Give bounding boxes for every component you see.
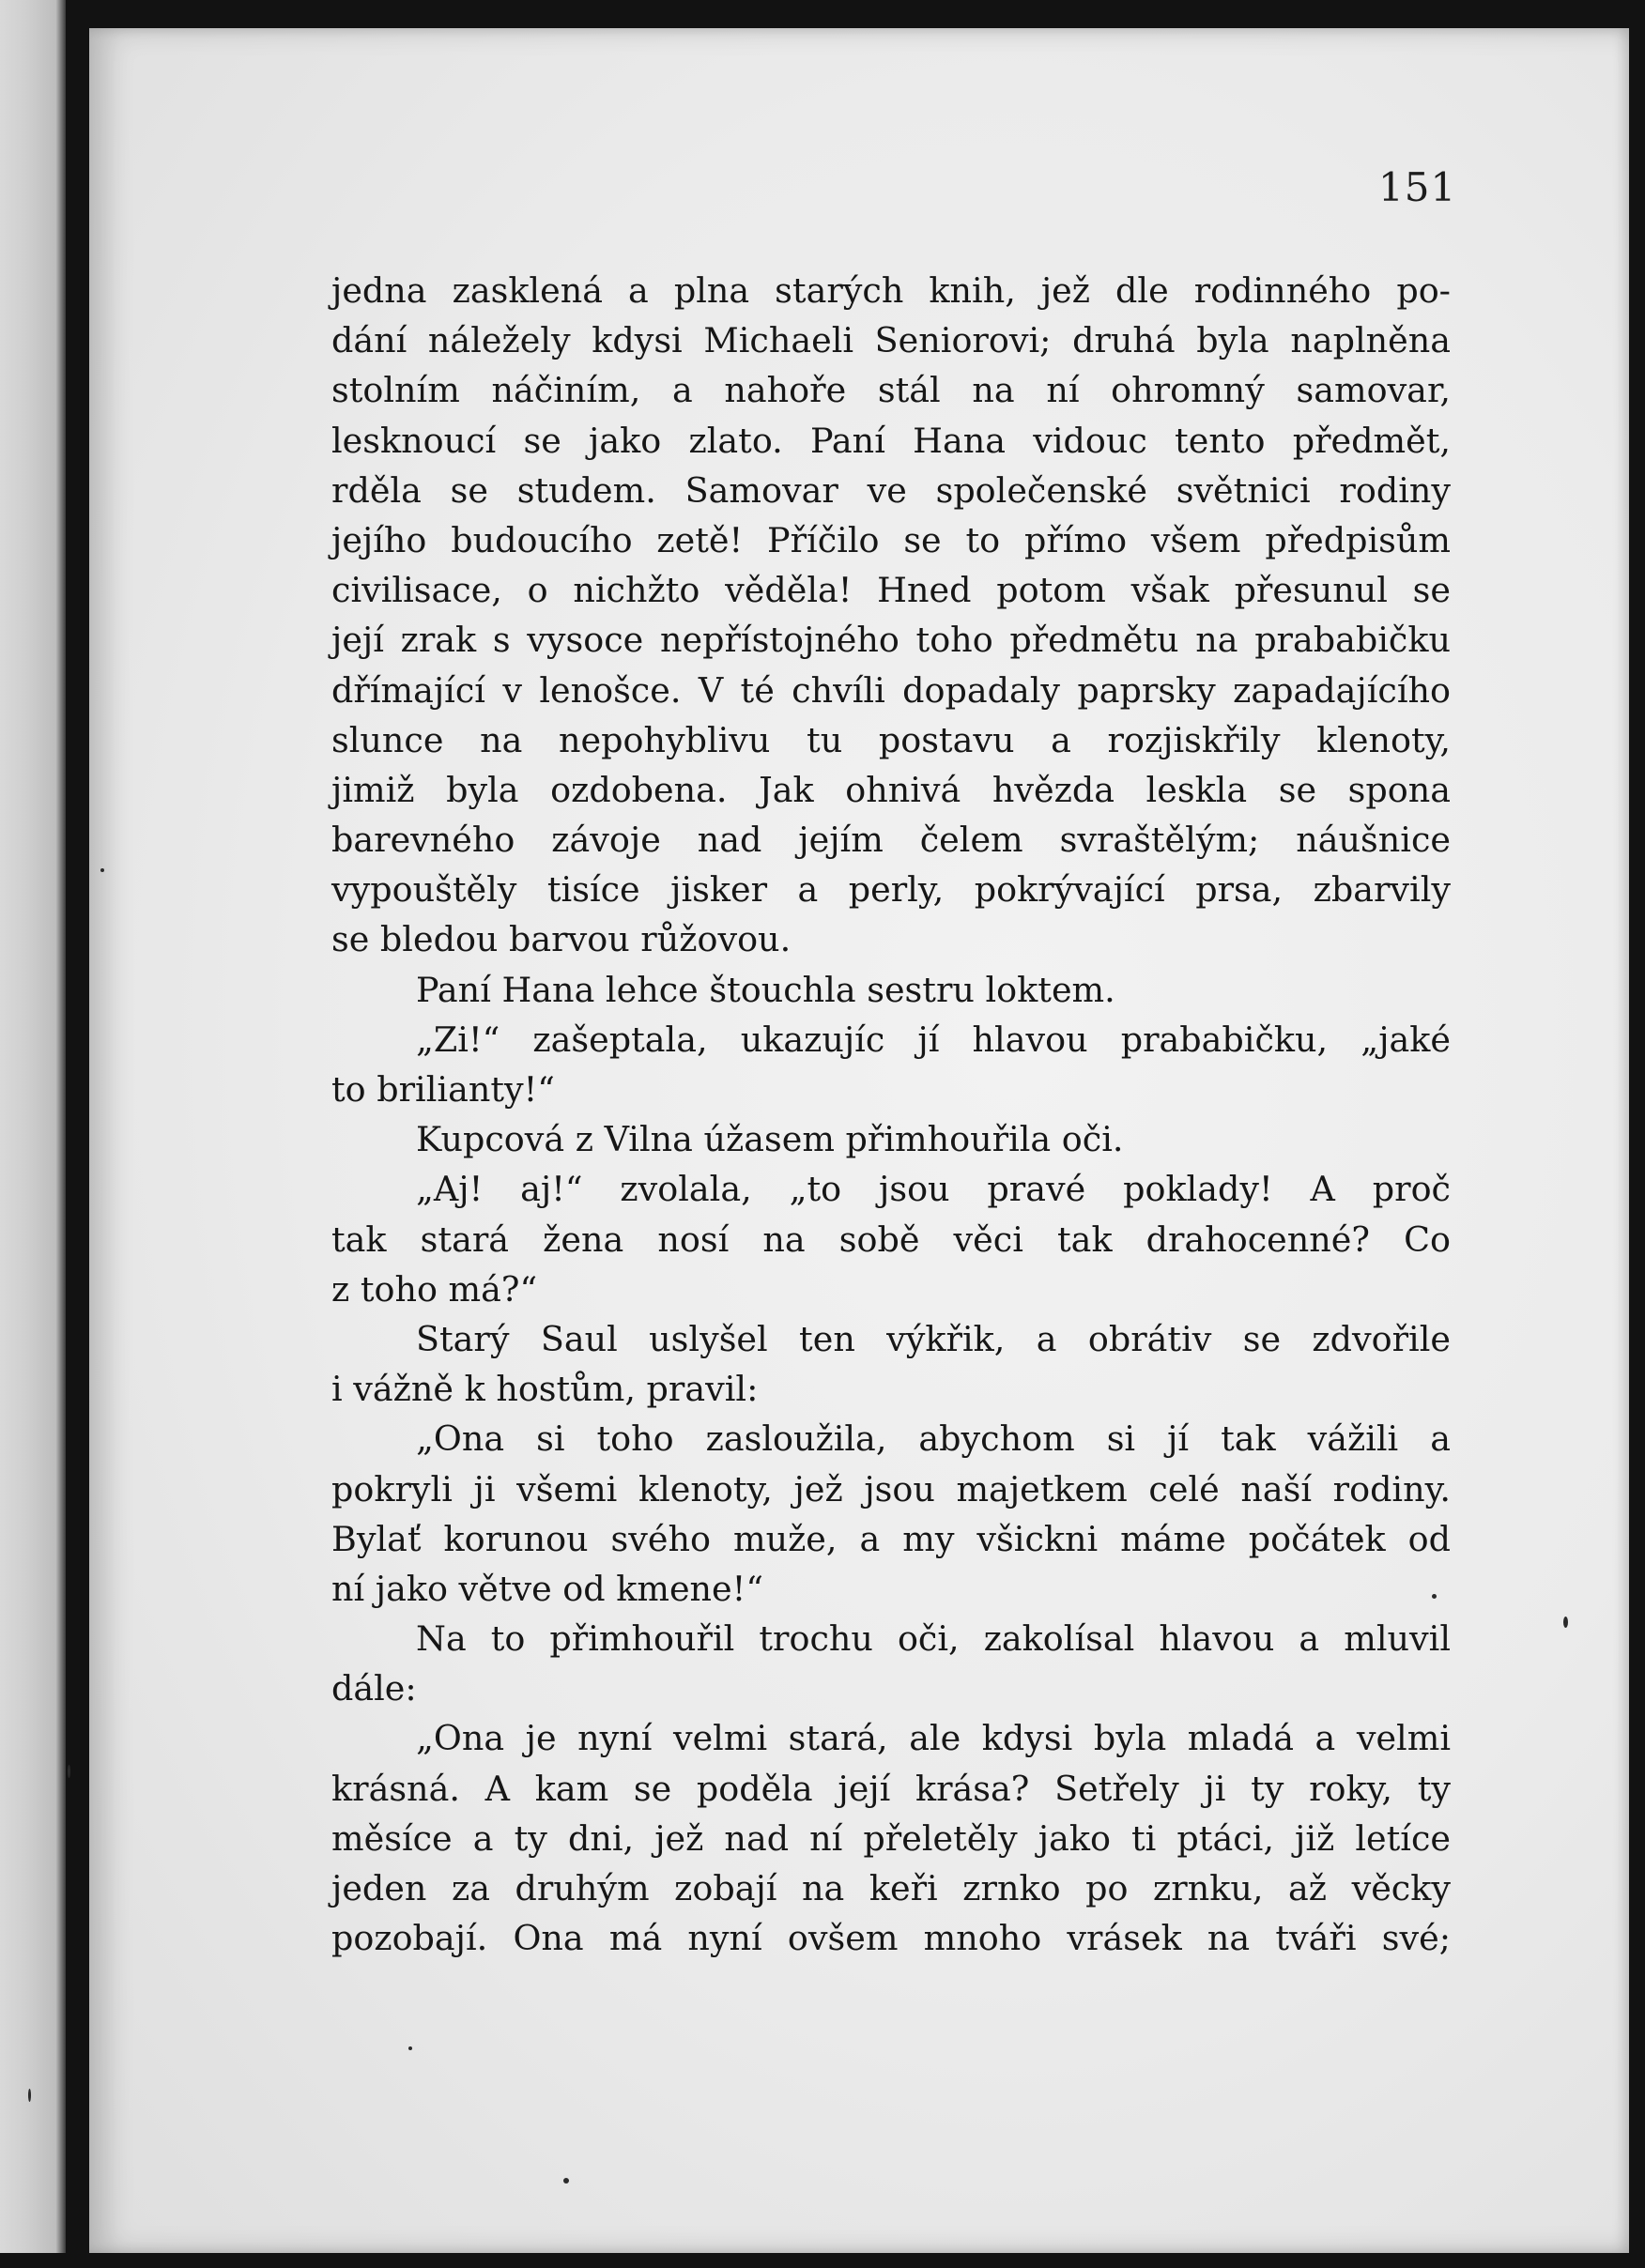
text-line: slunce na nepohyblivu tu postavu a rozjiskřily klenoty, bbox=[331, 719, 1451, 760]
text-line: Starý Saul uslyšel ten výkřik, a obrátiv se zdvořile bbox=[416, 1318, 1451, 1359]
text-line: vypouštěly tisíce jisker a perly, pokrývající prsa, zbarvily bbox=[331, 869, 1451, 911]
scan-speck bbox=[28, 2089, 31, 2102]
text-line: i vážně k hostům, pravil: bbox=[331, 1369, 759, 1410]
scan-speck bbox=[1563, 1617, 1568, 1628]
scan-speck bbox=[100, 868, 104, 872]
text-line: jeden za druhým zobají na keři zrnko po zrnku, až věcky bbox=[331, 1868, 1451, 1908]
scan-speck bbox=[408, 2046, 412, 2050]
text-line: rděla se studem. Samovar ve společenské světnici rodiny bbox=[331, 469, 1451, 511]
page-number: 151 bbox=[1378, 164, 1457, 210]
text-line: dále: bbox=[331, 1668, 417, 1709]
text-line: tak stará žena nosí na sobě věci tak drahocenné? Co bbox=[331, 1218, 1451, 1260]
scan-speck bbox=[1432, 1594, 1437, 1599]
text-line: pokryli ji všemi klenoty, jež jsou majetkem celé naší rodiny. bbox=[331, 1468, 1451, 1509]
body-text bbox=[331, 266, 1451, 1963]
text-line: Kupcová z Vilna úžasem přimhouřila oči. bbox=[416, 1119, 1124, 1160]
text-line: „Ona je nyní velmi stará, ale kdysi byla mladá a velmi bbox=[416, 1718, 1451, 1759]
text-line: lesknoucí se jako zlato. Paní Hana vidouc tento předmět, bbox=[331, 420, 1451, 461]
text-line: pozobají. Ona má nyní ovšem mnoho vrásek na tváři své; bbox=[331, 1918, 1451, 1959]
scan-speck bbox=[563, 2178, 569, 2184]
text-line: stolním náčiním, a nahoře stál na ní ohromný samovar, bbox=[331, 370, 1451, 411]
text-line: jejího budoucího zetě! Příčilo se to přímo všem předpisům bbox=[331, 519, 1451, 560]
text-line: její zrak s vysoce nepřístojného toho předmětu na prababičku bbox=[331, 620, 1451, 661]
text-line: Paní Hana lehce štouchla sestru loktem. bbox=[416, 969, 1115, 1010]
text-line: „Aj! aj!“ zvolala, „to jsou pravé poklady! A proč bbox=[416, 1169, 1451, 1210]
previous-page-edge bbox=[0, 0, 66, 2253]
text-line: jedna zasklená a plna starých knih, jež dle rodinného po- bbox=[331, 270, 1451, 311]
scan-speck bbox=[68, 1765, 70, 1778]
text-line: se bledou barvou růžovou. bbox=[331, 919, 792, 960]
text-line: Na to přimhouřil trochu oči, zakolísal hlavou a mluvil bbox=[416, 1618, 1451, 1660]
text-line: z toho má?“ bbox=[331, 1268, 538, 1310]
text-line: to brilianty!“ bbox=[331, 1069, 555, 1110]
text-line: měsíce a ty dni, jež nad ní přeletěly jako ti ptáci, již letíce bbox=[331, 1817, 1451, 1859]
text-line: „Zi!“ zašeptala, ukazujíc jí hlavou prababičku, „jaké bbox=[416, 1019, 1451, 1060]
text-line: dání náležely kdysi Michaeli Seniorovi; druhá byla naplněna bbox=[331, 320, 1451, 361]
text-line: krásná. A kam se poděla její krása? Setřely ji ty roky, ty bbox=[331, 1768, 1451, 1809]
text-line: dřímající v lenošce. V té chvíli dopadaly paprsky zapadajícího bbox=[331, 669, 1451, 711]
text-line: Bylať korunou svého muže, a my všickni máme počátek od bbox=[331, 1518, 1451, 1559]
text-line: „Ona si toho zasloužila, abychom si jí tak vážili a bbox=[416, 1418, 1451, 1460]
text-line: jimiž byla ozdobena. Jak ohnivá hvězda leskla se spona bbox=[331, 769, 1451, 810]
text-line: ní jako větve od kmene!“ bbox=[331, 1568, 763, 1609]
text-line: civilisace, o nichžto věděla! Hned potom však přesunul se bbox=[331, 570, 1451, 611]
text-line: barevného závoje nad jejím čelem svraštělým; náušnice bbox=[331, 820, 1451, 861]
